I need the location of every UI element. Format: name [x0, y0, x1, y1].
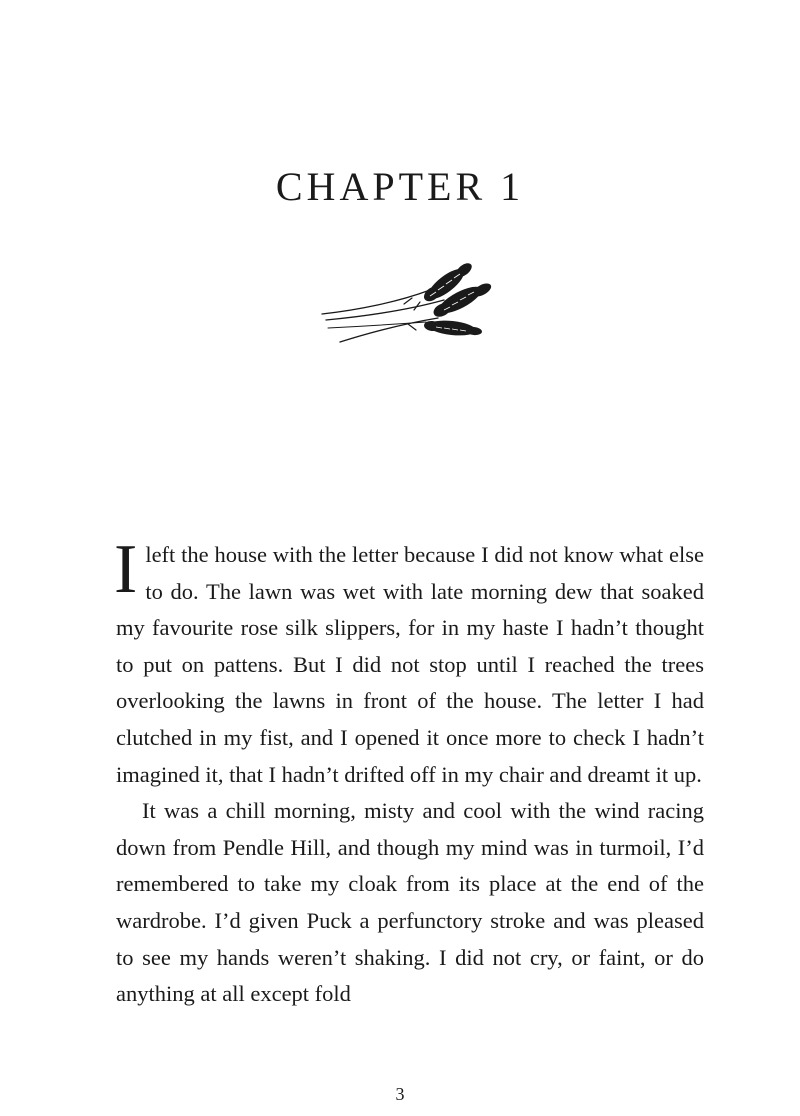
paragraph-1: [114, 531, 704, 793]
paragraph-1-text: left the house with the letter because I did not know what else to do. The lawn was wet with late morning dew that soaked my favourite rose silk slippers, for in my haste I hadn’t thought to put on pattens. But I did not stop until I reached the trees overlooking the lawns in front of the house. The letter I had clutched in my fist, and I opened it once more to check I hadn’t imagined it, that I hadn’t drifted off in my chair and dreamt it up.: [116, 542, 704, 787]
chapter-title: CHAPTER 1: [275, 164, 525, 209]
drop-cap: I: [114, 531, 138, 608]
lavender-sprigs-icon: [318, 258, 498, 352]
chapter-body: [114, 531, 704, 1013]
paragraph-2: It was a chill morning, misty and cool with the wind racing down from Pendle Hill, and though my mind was in turmoil, I’d remembered to take my cloak from its place at the end of the wardrobe. I’d given Puck a perfunctory stroke and was pleased to see my hands weren’t shaking. I did not cry, or faint, or do anything at all except fold: [116, 798, 704, 1007]
page-number: 3: [395, 1084, 405, 1104]
